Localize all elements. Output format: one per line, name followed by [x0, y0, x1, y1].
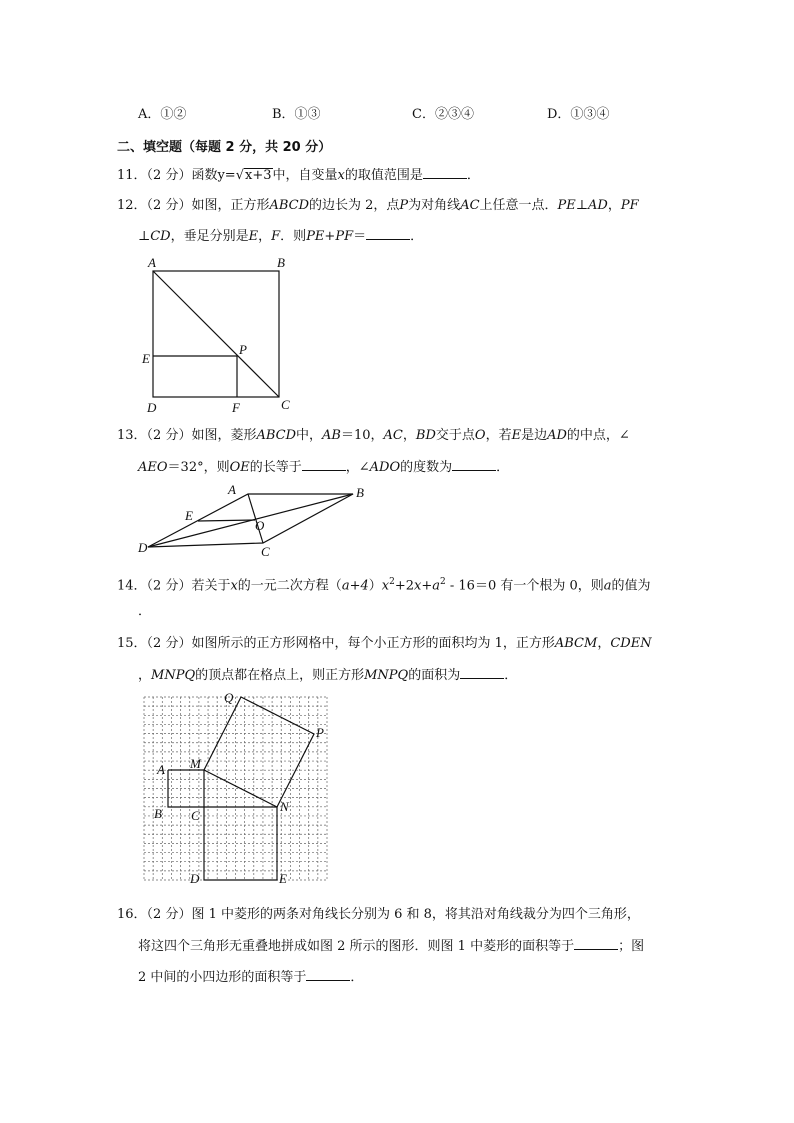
q12-pf: PF	[620, 198, 639, 213]
question-11: 11．（2 分）函数y=√x+3中，自变量x的取值范围是 ．	[117, 168, 480, 183]
q13-text: ＝10，	[340, 428, 384, 443]
q14-a4: a+4	[341, 578, 369, 594]
q16-text: ；图	[618, 939, 645, 954]
question-16-line3	[138, 968, 363, 987]
q13-text: 的长等于	[249, 460, 302, 475]
dashed-grid	[144, 697, 327, 880]
q12-perp: ⊥	[575, 198, 589, 213]
question-15-line2: ，MNPQ的顶点都在格点上，则正方形MNPQ的面积为 ．	[138, 668, 518, 683]
q12-text: ，垂足分别是	[170, 229, 249, 244]
q12-cd: CD	[150, 229, 171, 244]
q12-e: E	[248, 229, 259, 244]
q14-sup: 2	[440, 577, 446, 587]
label-m: M	[190, 756, 201, 771]
label-c: C	[281, 397, 290, 412]
q13-text: ，∠	[345, 460, 370, 475]
q16-text: ．	[350, 970, 364, 985]
option-c: C．②③④	[412, 107, 474, 122]
q14-text: 14．（2 分）若关于	[117, 578, 231, 594]
question-12-line2: ⊥CD，垂足分别是E，F．则PE+PF＝ ．	[138, 229, 424, 244]
q11-radicand: x+3	[245, 168, 272, 183]
q15-grid-figure	[140, 693, 345, 895]
question-16-line1: 16．（2 分）图 1 中菱形的两条对角线长分别为 6 和 8，将其沿对角线裁分为四个三角形，	[117, 907, 640, 922]
q15-text: ，	[138, 668, 152, 683]
question-12-line1	[117, 197, 639, 215]
q12-f: F	[271, 229, 281, 244]
q13-ab: AB	[322, 428, 341, 443]
question-13-line2: AEO＝32°，则OE的长等于 ，∠ADO的度数为 ．	[138, 460, 510, 475]
q12-ad: AD	[588, 198, 608, 213]
q14-text: ）	[368, 578, 382, 594]
q13-aeo: AEO	[138, 460, 168, 475]
section-title: 二、填空题（每题 2 分，共 20 分）	[117, 140, 332, 155]
q11-number: 11．（2 分）函数	[117, 168, 218, 183]
answer-blank	[574, 937, 618, 950]
q14-text: +	[421, 578, 433, 594]
q13-text: 13．（2 分）如图，菱形	[117, 428, 257, 443]
label-p: P	[316, 725, 324, 740]
q12-point: P	[399, 198, 409, 213]
q13-text: 是边	[521, 428, 548, 443]
q12-text: ．则	[280, 229, 307, 244]
question-14-line1	[117, 573, 651, 595]
q15-text: 的面积为	[408, 668, 461, 683]
q13-text: ＝32°，则	[167, 460, 230, 475]
q13-e: E	[511, 428, 522, 443]
q14-text: 的值为	[611, 578, 651, 594]
q14-x: x	[230, 578, 238, 594]
q12-comma: ，	[607, 198, 621, 213]
question-15-line1	[117, 635, 652, 653]
q12-perp2: ⊥	[138, 229, 151, 244]
label-e: E	[185, 508, 193, 523]
q15-mnpq: MNPQ	[151, 668, 196, 683]
q14-text: - 16＝0 有一个根为 0，则	[445, 578, 604, 594]
q13-text: 的度数为	[400, 460, 453, 475]
q13-rhombus-figure	[135, 478, 375, 563]
q12-sum: PE+PF	[306, 229, 354, 244]
answer-blank	[452, 458, 496, 471]
label-a: A	[157, 762, 165, 777]
label-b: B	[277, 255, 285, 270]
label-b: B	[154, 806, 162, 821]
question-16-line2	[138, 937, 644, 956]
label-d: D	[147, 400, 157, 415]
q15-text: 15．（2 分）如图所示的正方形网格中，每个小正方形的面积均为 1，正方形	[117, 636, 555, 651]
q12-square: ABCD	[269, 198, 310, 213]
q13-abcd: ABCD	[256, 428, 297, 443]
q14-x: x	[414, 578, 422, 594]
q12-text: 上任意一点．	[479, 198, 558, 213]
q13-text: 的中点，∠	[566, 428, 630, 443]
q16-text: 2 中间的小四边形的面积等于	[138, 970, 307, 985]
label-a: A	[228, 482, 236, 497]
answer-blank	[460, 666, 504, 679]
q15-mnpq: MNPQ	[364, 668, 409, 683]
option-b: B．①③	[272, 107, 321, 122]
q11-var: x	[337, 168, 345, 183]
q12-text: 为对角线	[408, 198, 461, 213]
q13-bd: BD	[415, 428, 436, 443]
q12-text: 的边长为 2，点	[309, 198, 400, 213]
question-14-line2: ．	[138, 604, 152, 619]
answer-blank	[366, 227, 410, 240]
label-c: C	[191, 808, 200, 823]
label-c: C	[261, 544, 270, 559]
q15-abcm: ABCM	[554, 636, 598, 651]
q12-eq: ＝	[353, 229, 367, 244]
q14-text: +2	[394, 578, 414, 594]
q11-text: 中，自变量	[272, 168, 338, 183]
q14-text: 的一元二次方程（	[237, 578, 342, 594]
q12-square-figure	[140, 252, 300, 417]
answer-blank	[423, 166, 467, 179]
q13-o: O	[474, 428, 486, 443]
label-d: D	[190, 871, 200, 886]
q13-text: ，若	[485, 428, 512, 443]
label-o: O	[255, 518, 265, 533]
label-f: F	[232, 400, 240, 415]
q14-x2: x	[381, 578, 390, 594]
label-e: E	[279, 871, 287, 886]
answer-blank	[306, 968, 350, 981]
q12-pe: PE	[557, 198, 576, 213]
label-b: B	[356, 485, 364, 500]
question-13-line1: 13．（2 分）如图，菱形ABCD中，AB＝10，AC，BD交于点O，若E是边AD的中点，∠	[117, 428, 630, 443]
q16-text: 将这四个三角形无重叠地拼成如图 2 所示的图形．则图 1 中菱形的面积等于	[138, 939, 575, 954]
q14-sup: 2	[389, 577, 395, 587]
label-p: P	[239, 342, 247, 357]
option-d: D．①③④	[547, 107, 610, 122]
q13-oe: OE	[229, 460, 250, 475]
q14-a: a	[432, 578, 441, 594]
label-n: N	[280, 799, 289, 814]
q13-ac: AC	[383, 428, 403, 443]
q15-text: 的顶点都在格点上，则正方形	[195, 668, 365, 683]
q12-ac: AC	[460, 198, 480, 213]
q13-text: 中，	[296, 428, 323, 443]
q12-text: 12．（2 分）如图，正方形	[117, 198, 270, 213]
q14-a: a	[603, 578, 612, 594]
option-a: A．①②	[138, 107, 187, 122]
q13-text: 交于点	[435, 428, 475, 443]
label-a: A	[148, 255, 156, 270]
answer-blank	[302, 458, 346, 471]
q11-func: y=	[217, 168, 236, 183]
q11-text2: 的取值范围是	[344, 168, 423, 183]
q13-ad: AD	[547, 428, 567, 443]
q15-text: ，	[597, 636, 611, 651]
q15-cden: CDEN	[610, 636, 652, 651]
q13-ado: ADO	[369, 460, 401, 475]
label-d: D	[138, 540, 148, 555]
label-q: Q	[224, 693, 234, 705]
label-e: E	[142, 351, 150, 366]
